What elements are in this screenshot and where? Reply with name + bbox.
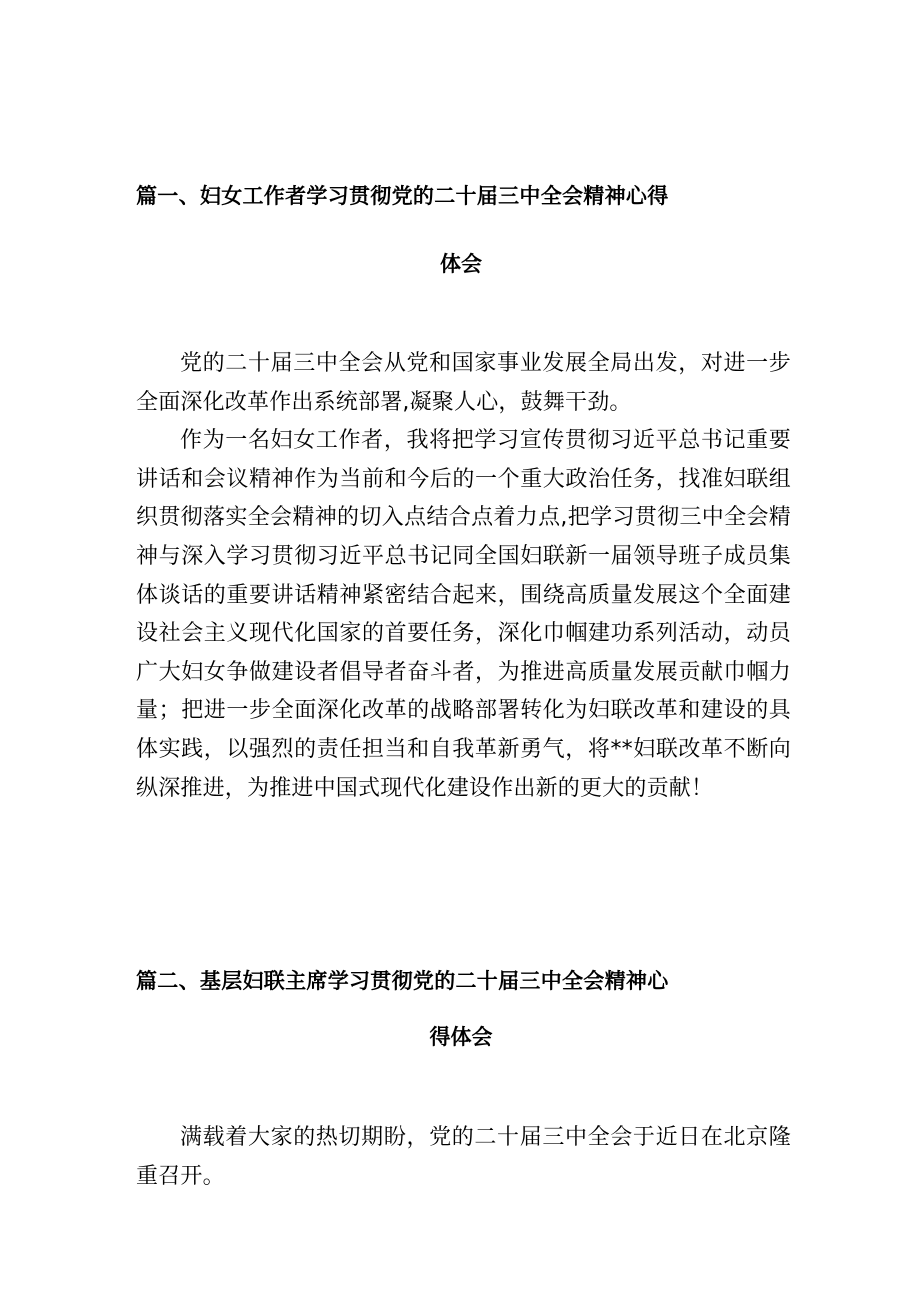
section-1-body: [136, 345, 791, 808]
paragraph: 党的二十届三中全会从党和国家事业发展全局出发，对进一步全面深化改革作出系统部署,凝聚人心，鼓舞干劲。: [136, 351, 791, 415]
section-2-heading-continued: 得体会: [429, 1025, 493, 1049]
paragraph: 满载着大家的热切期盼，党的二十届三中全会于近日在北京隆重召开。: [136, 1125, 791, 1189]
section-2-body: [136, 1119, 791, 1196]
section-1-heading: 篇一、妇女工作者学习贯彻党的二十届三中全会精神心得: [136, 184, 669, 208]
section-2-heading: 篇二、基层妇联主席学习贯彻党的二十届三中全会精神心: [136, 969, 669, 993]
paragraph: 作为一名妇女工作者，我将把学习宣传贯彻习近平总书记重要讲话和会议精神作为当前和今后的一个重大政治任务，找准妇联组织贯彻落实全会精神的切入点结合点着力点,把学习贯彻三中全会精神与深入学习贯彻习近平总书记同全国妇联新一届领导班子成员集体谈话的重要讲话精神紧密结合起来，围绕高质量发展这个全面建设社会主义现代化国家的首要任务，深化巾帼建功系列活动，动员广大妇女争做建设者倡导者奋斗者，为推进高质量发展贡献巾帼力量；把进一步全面深化改革的战略部署转化为妇联改革和建设的具体实践，以强烈的责任担当和自我革新勇气，将**妇联改革不断向纵深推进，为推进中国式现代化建设作出新的更大的贡献！: [136, 428, 791, 801]
section-1-heading-continued: 体会: [440, 252, 482, 276]
